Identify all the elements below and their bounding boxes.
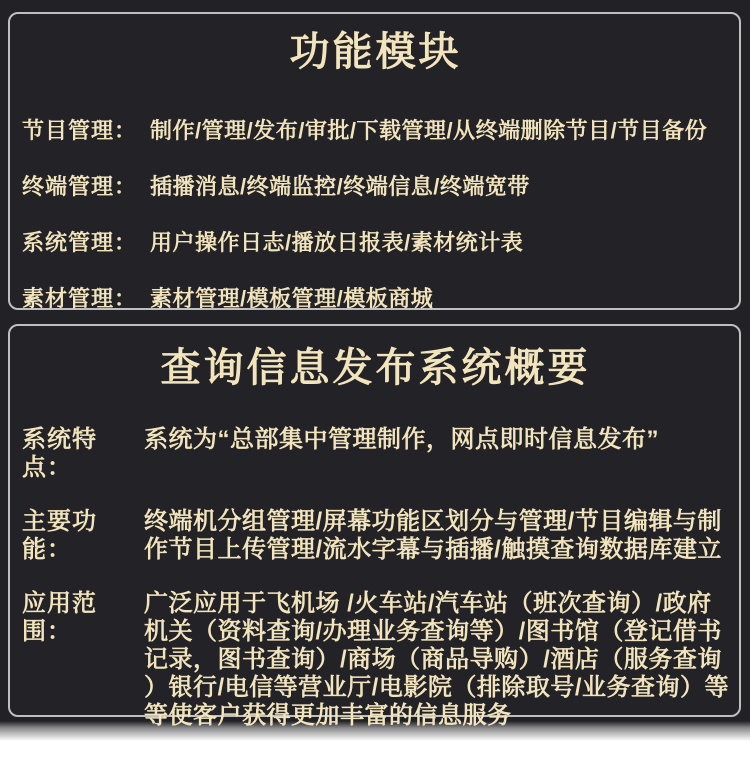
panel-title: 查询信息发布系统概要	[160, 346, 591, 390]
row-application-scope	[22, 590, 729, 730]
row-program-management	[22, 118, 729, 143]
panel-title: 功能模块	[289, 30, 462, 74]
row-content: 终端机分组管理/屏幕功能区划分与管理/节目编辑与制作节目上传管理/流水字幕与插播/触摸查询数据库建立	[144, 508, 722, 563]
row-material-management	[22, 286, 729, 311]
row-label: 素材管理：	[22, 286, 138, 311]
row-content: 系统为“总部集中管理制作，网点即时信息发布”	[144, 426, 659, 453]
row-content: 广泛应用于飞机场 /火车站/汽车站（班次查询）/政府机关（资料查询/办理业务查询等）/图书馆（登记借书记录，图书查询）/商场（商品导购）/酒店（服务查询）银行/电信等营业厅/电影院（排除取号/业务查询）等等使客户获得更加丰富的信息服务	[144, 590, 730, 729]
row-content: 制作/管理/发布/审批/下载管理/从终端删除节目/节目备份	[150, 118, 708, 143]
row-label: 系统管理：	[22, 230, 138, 255]
row-main-functions	[22, 508, 729, 564]
row-label: 系统特点：	[22, 426, 97, 481]
function-modules-panel	[8, 12, 741, 310]
row-list	[22, 118, 729, 311]
row-system-features	[22, 426, 729, 482]
system-overview-panel	[8, 324, 741, 729]
row-system-management	[22, 230, 729, 255]
row-terminal-management	[22, 174, 729, 199]
row-content: 用户操作日志/播放日报表/素材统计表	[150, 230, 524, 255]
row-content: 插播消息/终端监控/终端信息/终端宽带	[150, 174, 530, 199]
row-list	[22, 426, 729, 730]
row-label: 终端管理：	[22, 174, 138, 199]
row-content: 素材管理/模板管理/模板商城	[150, 286, 434, 311]
row-label: 主要功能：	[22, 508, 97, 563]
row-label: 应用范围：	[22, 590, 97, 645]
row-label: 节目管理：	[22, 118, 138, 143]
